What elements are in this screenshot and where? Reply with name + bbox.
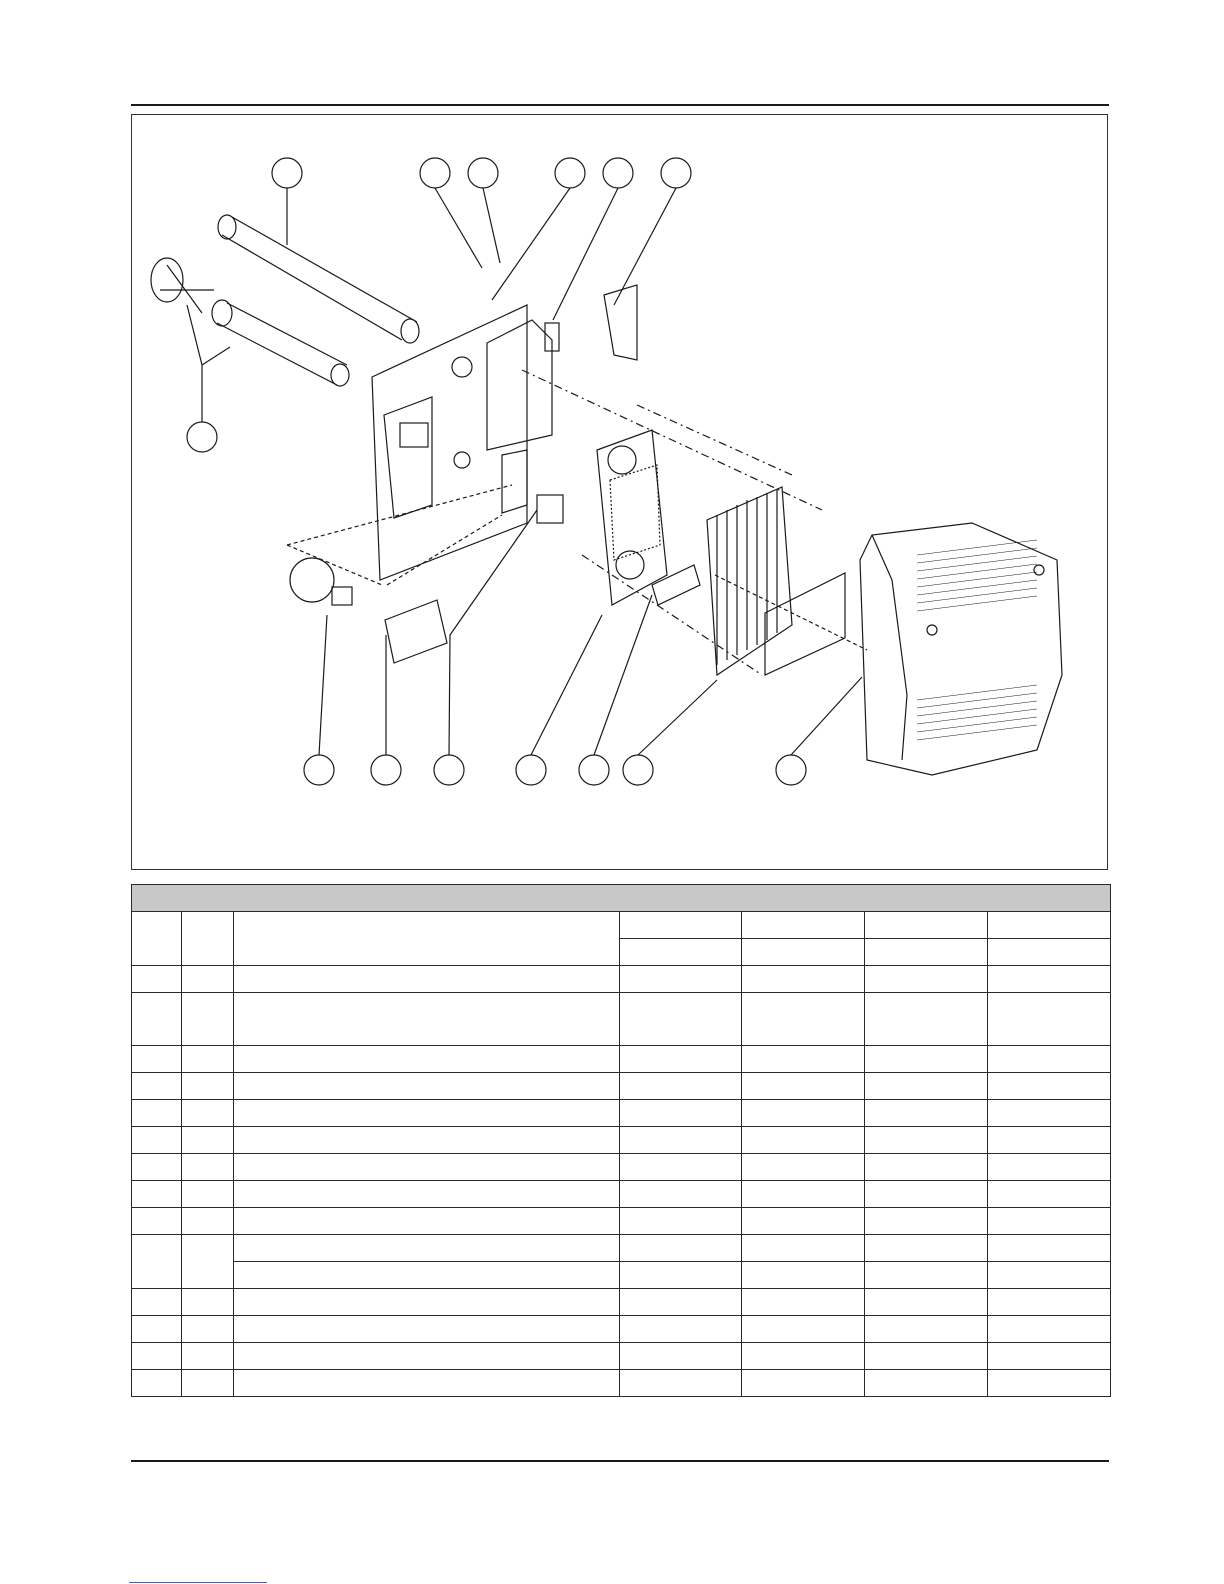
callout-circle [623, 755, 653, 785]
table-row [132, 1289, 1111, 1316]
table-row [132, 1235, 1111, 1262]
callout-circle [661, 158, 691, 188]
column-header-cell [988, 939, 1111, 966]
exploded-parts-diagram [131, 114, 1108, 870]
parts-list-table [131, 884, 1111, 1397]
callout-circle [434, 755, 464, 785]
column-header-cell [620, 912, 742, 939]
table-row [132, 1154, 1111, 1181]
column-header-cell [742, 912, 865, 939]
callout-circle [420, 158, 450, 188]
callout-circle [776, 755, 806, 785]
callout-circle [579, 755, 609, 785]
column-header-cell [865, 939, 988, 966]
callout-circle [555, 158, 585, 188]
callout-circle [371, 755, 401, 785]
callout-circle [304, 755, 334, 785]
table-row [132, 1370, 1111, 1397]
column-header-cell [620, 939, 742, 966]
column-header-row [132, 912, 1111, 939]
table-header-row [132, 885, 1111, 912]
table-row [132, 1262, 1111, 1289]
footer-link[interactable] [129, 1582, 267, 1583]
table-row [132, 1127, 1111, 1154]
callout-circle [272, 158, 302, 188]
table-row [132, 1343, 1111, 1370]
top-rule [131, 104, 1109, 106]
table-header-cell [132, 885, 1111, 912]
column-header-cell [132, 912, 182, 966]
table-row [132, 993, 1111, 1046]
callout-circle [516, 755, 546, 785]
table-row [132, 1181, 1111, 1208]
bottom-rule [131, 1460, 1109, 1462]
table-row [132, 1100, 1111, 1127]
table-row [132, 1046, 1111, 1073]
table-row [132, 1208, 1111, 1235]
callout-circle [603, 158, 633, 188]
callout-circle [468, 158, 498, 188]
column-header-cell [742, 939, 865, 966]
column-header-cell [182, 912, 234, 966]
column-header-cell [988, 912, 1111, 939]
column-header-cell [865, 912, 988, 939]
column-header-cell [234, 912, 620, 966]
table-row [132, 1316, 1111, 1343]
table-row [132, 1073, 1111, 1100]
callout-circle [187, 422, 217, 452]
table-row [132, 966, 1111, 993]
